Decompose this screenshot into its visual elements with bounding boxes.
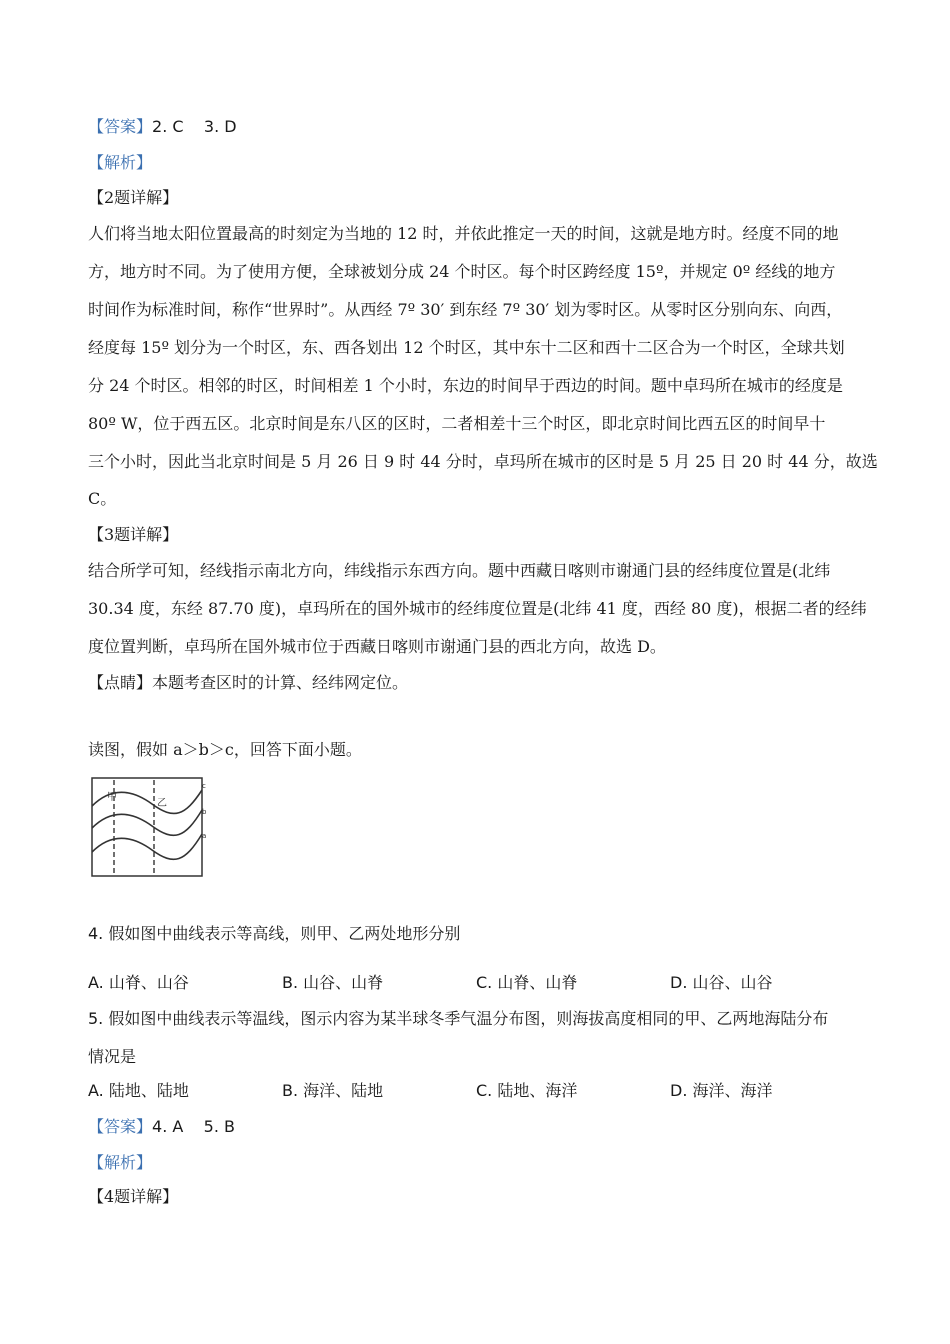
- label-a: a: [202, 832, 207, 840]
- label-jia: 甲: [107, 792, 117, 803]
- dianjing-note: 【点睛】本题考查区时的计算、经纬网定位。: [88, 673, 409, 692]
- q3-detail-heading: 【3题详解】: [88, 525, 179, 544]
- answer-line-q2-3: [88, 117, 237, 137]
- contour-figure: [90, 776, 208, 880]
- q2-paragraph-line: 方，地方时不同。为了使用方便，全球被划分成 24 个时区。每个时区跨经度 15º，并规定 0º 经线的地方: [88, 262, 836, 281]
- q2-paragraph-line: 三个小时，因此当北京时间是 5 月 26 日 9 时 44 分时，卓玛所在城市的区时是 5 月 25 日 20 时 44 分，故选: [88, 452, 878, 471]
- q4-option-a: A. 山脊、山谷: [88, 973, 189, 992]
- answer-line-q4-5: [88, 1117, 235, 1137]
- q2-detail-heading: 【2题详解】: [88, 188, 179, 207]
- q4-option-b: B. 山谷、山脊: [282, 973, 384, 992]
- label-c: c: [202, 782, 206, 790]
- answer-text: 4. A 5. B: [152, 1117, 235, 1136]
- q2-paragraph-line: 时间作为标准时间，称作“世界时”。从西经 7º 30′ 到东经 7º 30′ 划为零时区。从零时区分别向东、向西，: [88, 300, 843, 319]
- answer-text: 2. C 3. D: [152, 117, 237, 136]
- q2-paragraph-line: C。: [88, 489, 117, 508]
- label-b: b: [202, 808, 207, 816]
- question-5-stem-line1: 5. 假如图中曲线表示等温线，图示内容为某半球冬季气温分布图，则海拔高度相同的甲、乙两地海陆分布: [88, 1009, 829, 1028]
- intro-instruction: 读图，假如 a＞b＞c，回答下面小题。: [88, 740, 362, 759]
- analysis-tag: 【解析】: [88, 153, 153, 172]
- q2-paragraph-line: 80º W，位于西五区。北京时间是东八区的区时，二者相差十三个时区，即北京时间比西五区的时间早十: [88, 414, 826, 433]
- q4-option-c: C. 山脊、山脊: [476, 973, 578, 992]
- q3-paragraph-line: 度位置判断，卓玛所在国外城市位于西藏日喀则市谢通门县的西北方向，故选 D。: [88, 637, 666, 656]
- q2-paragraph-line: 分 24 个时区。相邻的时区，时间相差 1 个小时，东边的时间早于西边的时间。题中卓玛所在城市的经度是: [88, 376, 843, 395]
- answer-tag: 【答案】: [88, 1117, 153, 1136]
- q4-option-d: D. 山谷、山谷: [670, 973, 773, 992]
- q5-option-b: B. 海洋、陆地: [282, 1081, 384, 1100]
- question-4-stem: 4. 假如图中曲线表示等高线，则甲、乙两处地形分别: [88, 924, 461, 943]
- q2-paragraph-line: 人们将当地太阳位置最高的时刻定为当地的 12 时，并依此推定一天的时间，这就是地方时。经度不同的地: [88, 224, 839, 243]
- q5-option-c: C. 陆地、海洋: [476, 1081, 578, 1100]
- q5-option-a: A. 陆地、陆地: [88, 1081, 189, 1100]
- q4-detail-heading: 【4题详解】: [88, 1187, 179, 1206]
- q3-paragraph-line: 30.34 度，东经 87.70 度)，卓玛所在的国外城市的经纬度位置是(北纬 41 度，西经 80 度)，根据二者的经纬: [88, 599, 867, 618]
- q2-paragraph-line: 经度每 15º 划分为一个时区，东、西各划出 12 个时区，其中东十二区和西十二区合为一个时区，全球共划: [88, 338, 845, 357]
- q3-paragraph-line: 结合所学可知，经线指示南北方向，纬线指示东西方向。题中西藏日喀则市谢通门县的经纬度位置是(北纬: [88, 561, 831, 580]
- question-5-stem-line2: 情况是: [88, 1047, 137, 1066]
- analysis-tag: 【解析】: [88, 1153, 153, 1172]
- q5-option-d: D. 海洋、海洋: [670, 1081, 773, 1100]
- label-yi: 乙: [157, 798, 167, 809]
- answer-tag: 【答案】: [88, 117, 153, 136]
